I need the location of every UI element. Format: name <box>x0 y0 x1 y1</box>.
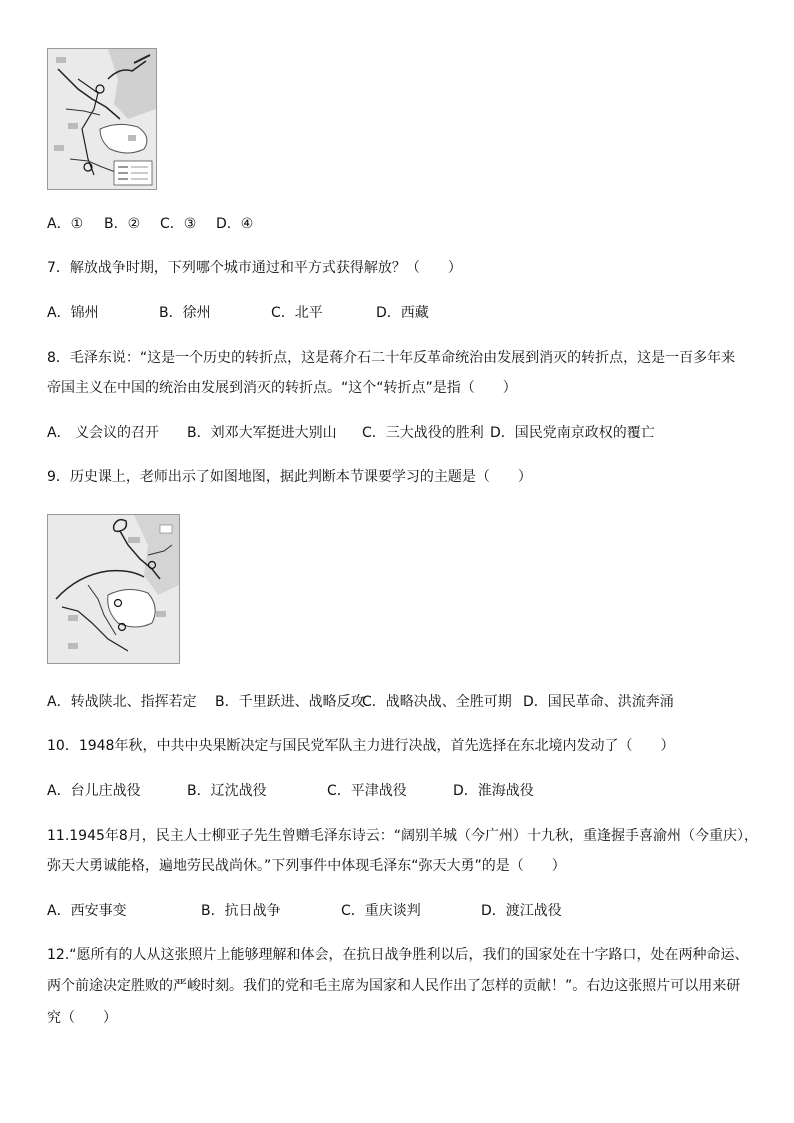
q7-option-c[interactable]: C．北平 <box>271 305 323 321</box>
q9-option-d[interactable]: D．国民革命、洪流奔涌 <box>523 694 674 710</box>
q7-option-a[interactable]: A．锦州 <box>47 305 99 321</box>
q12-stem-line1: 12.“愿所有的人从这张照片上能够理解和体会，在抗日战争胜利以后，我们的国家处在十字路口，处在两种命运、 <box>47 947 749 963</box>
q11-option-d[interactable]: D．渡江战役 <box>481 903 562 919</box>
q12-stem-line2: 两个前途决定胜败的严峻时刻。我们的党和毛主席为国家和人民作出了怎样的贡献！”。右边这张照片可以用来研 <box>47 978 741 994</box>
q10-stem: 10．1948年秋，中共中央果断决定与国民党军队主力进行决战，首先选择在东北境内发动了（ ） <box>47 738 675 754</box>
q10-option-a[interactable]: A．台儿庄战役 <box>47 783 141 799</box>
q9-stem: 9．历史课上，老师出示了如图地图，据此判断本节课要学习的主题是（ ） <box>47 469 532 485</box>
q8-stem-line1: 8．毛泽东说：“这是一个历史的转折点，这是蒋介石二十年反革命统治由发展到消灭的转折点，这是一百多年来 <box>47 350 736 366</box>
q8-option-d[interactable]: D．国民党南京政权的覆亡 <box>490 425 655 441</box>
q11-option-a[interactable]: A．西安事变 <box>47 903 127 919</box>
q8-stem-line2: 帝国主义在中国的统治由发展到消灭的转折点。“这个“转折点”是指（ ） <box>47 380 517 396</box>
q8-option-b[interactable]: B．刘邓大军挺进大别山 <box>187 425 337 441</box>
q10-option-c[interactable]: C．平津战役 <box>327 783 407 799</box>
q12-stem-line3: 究（ ） <box>47 1010 117 1026</box>
q9-option-a[interactable]: A．转战陕北、指挥若定 <box>47 694 197 710</box>
battle-map-q6-drawing <box>48 49 156 189</box>
q8-option-c[interactable]: C．三大战役的胜利 <box>362 425 484 441</box>
q7-stem: 7．解放战争时期，下列哪个城市通过和平方式获得解放？（ ） <box>47 260 462 276</box>
q9-option-b[interactable]: B．千里跃进、战略反攻 <box>215 694 365 710</box>
q6-option-c[interactable]: C．③ <box>160 216 197 232</box>
q6-option-b[interactable]: B．② <box>104 216 141 232</box>
q10-option-d[interactable]: D．淮海战役 <box>453 783 534 799</box>
battle-map-q6 <box>47 48 157 190</box>
q8-option-a[interactable]: A． 义会议的召开 <box>47 425 160 441</box>
q6-option-d[interactable]: D．④ <box>216 216 254 232</box>
battle-map-q9-drawing <box>48 515 179 663</box>
q6-option-a[interactable]: A．① <box>47 216 84 232</box>
battle-map-q9 <box>47 514 180 664</box>
q11-stem-line2: 弥天大勇诚能格，遍地劳民战尚休。”下列事件中体现毛泽东“弥天大勇”的是（ ） <box>47 858 566 874</box>
q11-option-c[interactable]: C．重庆谈判 <box>341 903 421 919</box>
q7-option-b[interactable]: B．徐州 <box>159 305 211 321</box>
q11-option-b[interactable]: B．抗日战争 <box>201 903 281 919</box>
q10-option-b[interactable]: B．辽沈战役 <box>187 783 267 799</box>
q11-stem-line1: 11.1945年8月，民主人士柳亚子先生曾赠毛泽东诗云：“阔别羊城（今广州）十九秋，重逢握手喜渝州（今重庆）， <box>47 828 759 844</box>
q9-option-c[interactable]: C．战略决战、全胜可期 <box>362 694 512 710</box>
q7-option-d[interactable]: D．西藏 <box>376 305 429 321</box>
